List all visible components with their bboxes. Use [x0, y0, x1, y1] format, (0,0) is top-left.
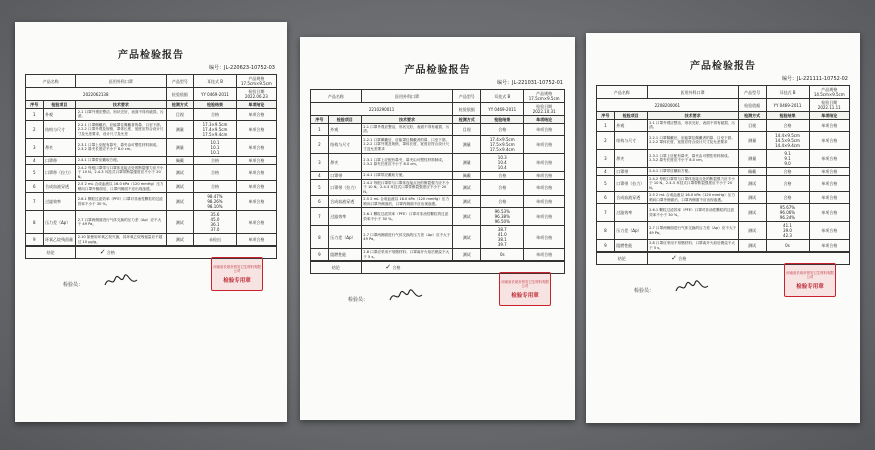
row-item: 口罩带: [328, 171, 361, 179]
row-method: 佩戴: [166, 156, 194, 164]
spec-label: 产品规格 17.5cm×9.5cm: [236, 75, 276, 88]
table-row: [26, 193, 277, 211]
row-verdict: 单项合格: [809, 167, 850, 175]
inspection-date: 检验日期 2022.11.11: [809, 99, 850, 112]
report-title: 产品检验报告: [118, 50, 184, 61]
row-result: 合格: [766, 175, 809, 191]
row-method: 测试: [453, 196, 481, 208]
inspector-label: 检验员：: [634, 288, 655, 295]
row-requirement: 2.10 如使用环氧乙烷灭菌，其环氧乙烷残留量应不超过 10 μg/g。: [76, 234, 166, 246]
col-item: 检验项目: [328, 116, 361, 124]
table-row: [597, 192, 850, 204]
model-value: 耳挂式 B: [766, 86, 809, 99]
row-method: 佩戴: [738, 167, 766, 175]
row-verdict: 单项合格: [524, 124, 565, 136]
row-method: 测量: [453, 153, 481, 171]
row-verdict: 单项合格: [236, 138, 276, 156]
row-verdict: 单项合格: [524, 179, 565, 195]
row-verdict: 单项合格: [524, 135, 565, 153]
row-method: 测量: [738, 149, 766, 167]
row-result: 合格: [481, 124, 524, 136]
row-number: 1: [311, 124, 329, 136]
row-item: 合成血液穿透: [43, 181, 76, 193]
row-verdict: 单项合格: [236, 193, 276, 211]
row-verdict: 单项合格: [809, 131, 850, 149]
table-row: [311, 208, 565, 226]
row-item: 结构与尺寸: [43, 120, 76, 138]
row-requirement: 2.2.1 口罩佩戴后，应能罩住佩戴者的鼻、口至下颌。2.2.2 口罩外观及规格，罩体长度、宽度应符合设计尺寸及允差要求: [361, 135, 452, 153]
table-row: [26, 181, 277, 193]
col-method: 检测方式: [166, 101, 194, 109]
row-verdict: 单项合格: [809, 192, 850, 204]
row-verdict: 单项合格: [236, 211, 276, 234]
table-row: [26, 120, 277, 138]
row-method: 测试: [453, 179, 481, 195]
row-requirement: 2.1 口罩外观应整洁，形状完好，表面不得有破损、污渍。: [361, 124, 452, 136]
row-number: 5: [311, 179, 329, 195]
row-item: 结构与尺寸: [328, 135, 361, 153]
table-row: [597, 240, 850, 252]
row-requirement: 2.8 口罩应采用不易燃材料；口罩离开火焰后燃烧不大于 5 s。: [361, 249, 452, 261]
row-requirement: 2.3.1 口罩上应配有鼻夹，鼻夹由可塑性材料制成。2.3.2 鼻夹长度应不小于 8.0 cm。: [647, 149, 738, 167]
row-item: 口罩带（拉力）: [43, 164, 76, 180]
model-value: 耳挂式 B: [481, 90, 524, 103]
row-requirement: 2.4.2 每根口罩带与口罩体连接点处的断裂强力应不小于 10 N。2.4.3 耳挂式口罩带断裂强度应不小于 20 N。: [76, 164, 166, 180]
table-row: [311, 135, 565, 153]
row-method: 测试: [166, 211, 194, 234]
row-method: 测试: [453, 226, 481, 249]
conclusion-value: ✓ 合格: [647, 253, 849, 265]
col-verdict: 单项结论: [236, 101, 276, 109]
row-number: 7: [597, 204, 615, 222]
row-number: 5: [26, 164, 44, 180]
row-verdict: 单项合格: [524, 171, 565, 179]
row-number: 4: [26, 156, 44, 164]
row-verdict: 单项合格: [524, 249, 565, 261]
report-table: [310, 89, 565, 261]
basis-label: 检验依据: [453, 103, 481, 116]
report-footer: [25, 261, 277, 309]
row-number: 6: [311, 196, 329, 208]
row-number: 6: [597, 192, 615, 204]
inspector-signature: [388, 288, 424, 304]
basis-label: 检验依据: [166, 88, 194, 101]
row-item: 压力差（Δp）: [328, 226, 361, 249]
row-method: 目视: [453, 124, 481, 136]
row-method: 测试: [453, 249, 481, 261]
row-requirement: 2.4.1 口罩带应戴取方便。: [361, 171, 452, 179]
row-number: 7: [311, 208, 329, 226]
row-method: 测量: [453, 135, 481, 153]
product-name-label: 产品名称: [597, 86, 648, 99]
row-number: 9: [597, 240, 615, 252]
row-method: 测量: [166, 120, 194, 138]
row-method: 测试: [166, 234, 194, 246]
row-number: 6: [26, 181, 44, 193]
row-requirement: 2.1 口罩外观应整洁，形状完好，表面不得有破损、污渍。: [647, 120, 738, 132]
row-result: 合格: [194, 109, 237, 121]
col-requirement: 技术要求: [647, 112, 738, 120]
row-result: 合格: [481, 171, 524, 179]
report-table: [25, 74, 277, 246]
row-verdict: 单项合格: [524, 226, 565, 249]
row-verdict: 单项合格: [236, 156, 276, 164]
batch-number: 2210290011: [311, 103, 453, 116]
row-requirement: 2.4.1 口罩带应戴取方便。: [647, 167, 738, 175]
row-method: 测试: [166, 181, 194, 193]
report-title: 产品检验报告: [690, 61, 756, 72]
table-row: [597, 204, 850, 222]
inspection-report-2: [300, 37, 575, 420]
table-row: [26, 156, 277, 164]
row-requirement: 2.3.1 口罩上应配有鼻夹，鼻夹由可塑性材料制成。2.3.2 鼻夹长度应不小于 8.0 cm。: [76, 138, 166, 156]
batch-number: 2022062138: [26, 88, 167, 101]
basis-label: 检验依据: [738, 99, 766, 112]
row-verdict: 单项合格: [236, 181, 276, 193]
row-result: 10.3 10.4 10.4: [481, 153, 524, 171]
row-result: 95.67% 96.06% 96.24%: [766, 204, 809, 222]
row-result: 96.53% 96.38% 96.50%: [481, 208, 524, 226]
row-number: 4: [311, 171, 329, 179]
row-requirement: 2.5 2 mL 合成血液以 16.0 kPa（120 mmHg）压力喷向口罩外侧面后，口罩内侧面不应出现渗透。: [76, 181, 166, 193]
row-number: 3: [26, 138, 44, 156]
conclusion-label: 结论: [311, 262, 362, 274]
row-result: 41.1 39.0 42.3: [766, 222, 809, 240]
table-row: [597, 167, 850, 175]
row-requirement: 2.5 2 mL 合成血液以 16.0 kPa（120 mmHg）压力喷向口罩外侧面后，口罩内侧面不应出现渗透。: [361, 196, 452, 208]
row-item: 鼻夹: [328, 153, 361, 171]
table-row: [311, 124, 565, 136]
row-requirement: 2.8 口罩应采用不易燃材料；口罩离开火焰后燃烧不大于 5 s。: [647, 240, 738, 252]
col-no: 序号: [597, 112, 615, 120]
row-requirement: 2.7 口罩两侧面进行气体交换的压力差（Δp）应不大于 49 Pa。: [76, 211, 166, 234]
col-no: 序号: [311, 116, 329, 124]
table-row: [311, 179, 565, 195]
row-item: 外观: [614, 120, 647, 132]
row-requirement: 2.5 2 mL 合成血液以 16.0 kPa（120 mmHg）压力喷向口罩外侧面后，口罩内侧面不应出现渗透。: [647, 192, 738, 204]
table-row: [597, 175, 850, 191]
col-result: 检验结果: [194, 101, 237, 109]
product-name-label: 产品名称: [26, 75, 76, 88]
conclusion-label: 结论: [597, 253, 648, 265]
row-requirement: 2.2.1 口罩佩戴后，应能罩住佩戴者的鼻、口至下颌。2.2.2 罩体长度、宽度应符合设计尺寸及允差要求: [647, 131, 738, 149]
table-row: [311, 226, 565, 249]
row-number: 2: [597, 131, 615, 149]
table-row: [311, 196, 565, 208]
row-result: 合格: [194, 181, 237, 193]
row-result: 17.4×9.5cm 17.5×9.5cm 17.5×9.4cm: [481, 135, 524, 153]
table-row: [311, 171, 565, 179]
inspection-date: 检验日期 2022.10.31: [524, 103, 565, 116]
row-number: 7: [26, 193, 44, 211]
row-item: 合成血液穿透: [614, 192, 647, 204]
row-number: 4: [597, 167, 615, 175]
row-number: 5: [597, 175, 615, 191]
row-verdict: 单项合格: [809, 222, 850, 240]
row-result: 98.47% 98.26% 98.10%: [194, 193, 237, 211]
row-number: 1: [597, 120, 615, 132]
conclusion-value: ✓ 合格: [361, 262, 564, 274]
basis-value: YY 0469-2011: [766, 99, 809, 112]
row-number: 8: [311, 226, 329, 249]
row-item: 外观: [43, 109, 76, 121]
conclusion-label: 结论: [26, 247, 76, 259]
row-requirement: 2.4.2 每根口罩带与口罩体连接点处的断裂强力应不小于 10 N。2.4.3 耳挂式口罩带断裂强度应不小于 20 N。: [361, 179, 452, 195]
row-verdict: 单项合格: [809, 240, 850, 252]
table-row: [597, 222, 850, 240]
report-table-body: [311, 90, 565, 261]
row-method: 测试: [738, 222, 766, 240]
inspection-stamp: 河南省长垣市恒安卫生材料有限公司 检验专用章: [211, 257, 263, 291]
inspection-stamp: 河南省长垣市恒安卫生材料有限公司 检验专用章: [499, 272, 551, 306]
row-verdict: 单项合格: [236, 120, 276, 138]
col-no: 序号: [26, 101, 44, 109]
model-label: 产品型号: [166, 75, 194, 88]
row-method: 测量: [738, 131, 766, 149]
model-value: 耳挂式 B: [194, 75, 237, 88]
row-requirement: 2.7 口罩两侧面进行气体交换的压力差（Δp）应不大于 49 Pa。: [647, 222, 738, 240]
row-method: 测试: [738, 175, 766, 191]
row-method: 佩戴: [453, 171, 481, 179]
row-item: 压力差（Δp）: [614, 222, 647, 240]
col-requirement: 技术要求: [361, 116, 452, 124]
row-result: 合格: [766, 167, 809, 175]
row-verdict: 单项合格: [524, 153, 565, 171]
row-requirement: 2.3.1 口罩上应配有鼻夹，鼻夹由可塑性材料制成。2.3.2 鼻夹长度应不小于 8.0 cm。: [361, 153, 452, 171]
row-requirement: 2.7 口罩两侧面进行气体交换的压力差（Δp）应不大于 49 Pa。: [361, 226, 452, 249]
row-item: 过滤效率: [614, 204, 647, 222]
row-number: 2: [311, 135, 329, 153]
row-item: 口罩带（拉力）: [328, 179, 361, 195]
inspector-label: 检验员：: [63, 282, 84, 289]
row-item: 压力差（Δp）: [43, 211, 76, 234]
row-verdict: 单项合格: [809, 204, 850, 222]
row-method: 目视: [738, 120, 766, 132]
report-table-body: [26, 75, 277, 246]
row-item: 过滤效率: [43, 193, 76, 211]
row-verdict: 单项合格: [809, 149, 850, 167]
product-name-label: 产品名称: [311, 90, 362, 103]
table-row: [26, 138, 277, 156]
row-verdict: 单项合格: [809, 175, 850, 191]
row-item: 鼻夹: [43, 138, 76, 156]
col-requirement: 技术要求: [76, 101, 166, 109]
row-result: 35.6 45.0 36.1 37.0: [194, 211, 237, 234]
row-item: 环氧乙烷残留量: [43, 234, 76, 246]
table-row: [26, 211, 277, 234]
spec-label: 产品规格 17.5cm×9.5cm: [524, 90, 565, 103]
row-result: 38.7 41.0 38.1 39.7: [481, 226, 524, 249]
inspection-report-3: [586, 33, 860, 423]
row-verdict: 单项合格: [524, 196, 565, 208]
inspection-stamp: 河南省长垣市恒安卫生材料有限公司 检验专用章: [784, 263, 836, 297]
model-label: 产品型号: [453, 90, 481, 103]
row-result: 0s: [766, 240, 809, 252]
inspection-date: 检验日期 2022.06.23: [236, 88, 276, 101]
row-verdict: 单项合格: [236, 164, 276, 180]
report-number: 编号：JL-221031-10752-01: [497, 80, 563, 86]
basis-value: YY 0469-2011: [194, 88, 237, 101]
row-result: 合格: [481, 196, 524, 208]
row-item: 合成血液穿透: [328, 196, 361, 208]
table-row: [26, 234, 277, 246]
report-number: 编号：JL-221111-10752-02: [782, 76, 848, 82]
inspector-signature: [103, 273, 139, 289]
col-item: 检验项目: [614, 112, 647, 120]
row-number: 9: [26, 234, 44, 246]
row-method: 测试: [166, 164, 194, 180]
batch-number: 2208200061: [597, 99, 739, 112]
row-number: 3: [311, 153, 329, 171]
row-result: 合格: [194, 156, 237, 164]
inspector-signature: [674, 279, 710, 295]
col-item: 检验项目: [43, 101, 76, 109]
row-result: 14.4×9.5cm 14.5×9.5cm 14.4×9.4cm: [766, 131, 809, 149]
row-result: 0s: [481, 249, 524, 261]
row-number: 2: [26, 120, 44, 138]
row-item: 外观: [328, 124, 361, 136]
table-row: [311, 249, 565, 261]
row-item: 口罩带（拉力）: [614, 175, 647, 191]
report-table: [596, 85, 850, 252]
row-item: 阻燃性能: [328, 249, 361, 261]
row-result: 17.3×9.5cm 17.4×9.5cm 17.5×9.4cm: [194, 120, 237, 138]
inspection-report-1: [15, 22, 287, 422]
row-number: 3: [597, 149, 615, 167]
row-requirement: 2.6.1 颗粒过滤效率（PFE）口罩对非油性颗粒的过滤效率不小于 30 %。: [76, 193, 166, 211]
report-title: 产品检验报告: [404, 65, 471, 76]
basis-value: YY 0469-2011: [481, 103, 524, 116]
report-number: 编号：JL-220623-10752-03: [209, 65, 275, 71]
row-requirement: 2.4.2 每根口罩带与口罩体连接点处的断裂强力应不小于 10 N。2.4.3 耳挂式口罩带断裂强度应不小于 20 N。: [647, 175, 738, 191]
row-result: 10.1 10.1 10.1: [194, 138, 237, 156]
row-requirement: 2.6.1 颗粒过滤效率（PFE）口罩对非油性颗粒的过滤效率不小于 30 %。: [361, 208, 452, 226]
row-item: 口罩带: [614, 167, 647, 175]
row-method: 目视: [166, 109, 194, 121]
table-row: [597, 131, 850, 149]
row-method: 测试: [453, 208, 481, 226]
col-method: 检测方式: [453, 116, 481, 124]
report-footer: [310, 276, 565, 324]
row-method: 测试: [738, 192, 766, 204]
row-method: 测试: [166, 193, 194, 211]
report-table-body: [597, 86, 850, 252]
col-method: 检测方式: [738, 112, 766, 120]
spec-label: 产品规格 14.5cm×9.5cm: [809, 86, 850, 99]
row-result: 合格: [194, 164, 237, 180]
row-result: 合格: [766, 120, 809, 132]
table-row: [597, 149, 850, 167]
inspector-label: 检验员：: [348, 297, 369, 304]
product-name: 医用外科口罩: [361, 90, 452, 103]
row-number: 9: [311, 249, 329, 261]
product-name: 医用外科口罩: [647, 86, 738, 99]
row-item: 鼻夹: [614, 149, 647, 167]
conclusion-value: ✓ 合格: [76, 247, 277, 259]
table-row: [311, 153, 565, 171]
row-method: 测试: [738, 204, 766, 222]
table-row: [597, 120, 850, 132]
row-requirement: 2.1 口罩外观应整洁，形状完好，表面不得有破损、污渍。: [76, 109, 166, 121]
col-result: 检验结果: [766, 112, 809, 120]
row-verdict: 单项合格: [236, 109, 276, 121]
row-number: 8: [26, 211, 44, 234]
model-label: 产品型号: [738, 86, 766, 99]
row-result: 合格: [481, 179, 524, 195]
row-result: 未检出: [194, 234, 237, 246]
table-row: [26, 109, 277, 121]
row-item: 过滤效率: [328, 208, 361, 226]
row-item: 阻燃性能: [614, 240, 647, 252]
row-requirement: 2.4.1 口罩带应戴取方便。: [76, 156, 166, 164]
row-item: 口罩带: [43, 156, 76, 164]
report-footer: [596, 267, 850, 315]
row-verdict: 单项合格: [809, 120, 850, 132]
row-verdict: 单项合格: [236, 234, 276, 246]
row-verdict: 单项合格: [524, 208, 565, 226]
product-name: 医用外科口罩: [76, 75, 166, 88]
row-number: 1: [26, 109, 44, 121]
row-item: 结构与尺寸: [614, 131, 647, 149]
row-result: 9.1 9.1 9.0: [766, 149, 809, 167]
row-number: 8: [597, 222, 615, 240]
row-result: 合格: [766, 192, 809, 204]
row-method: 测量: [166, 138, 194, 156]
row-method: 测试: [738, 240, 766, 252]
col-verdict: 单项结论: [809, 112, 850, 120]
row-requirement: 2.6.1 颗粒过滤效率（PFE）口罩对非油性颗粒的过滤效率不小于 30 %。: [647, 204, 738, 222]
row-requirement: 2.2.1 口罩佩戴后，应能罩住佩戴者的鼻、口至下颌。2.2.2 口罩外观及规格，罩体长度、宽度应符合设计尺寸及允差要求，设计尺寸及允差: [76, 120, 166, 138]
col-verdict: 单项结论: [524, 116, 565, 124]
col-result: 检验结果: [481, 116, 524, 124]
table-row: [26, 164, 277, 180]
